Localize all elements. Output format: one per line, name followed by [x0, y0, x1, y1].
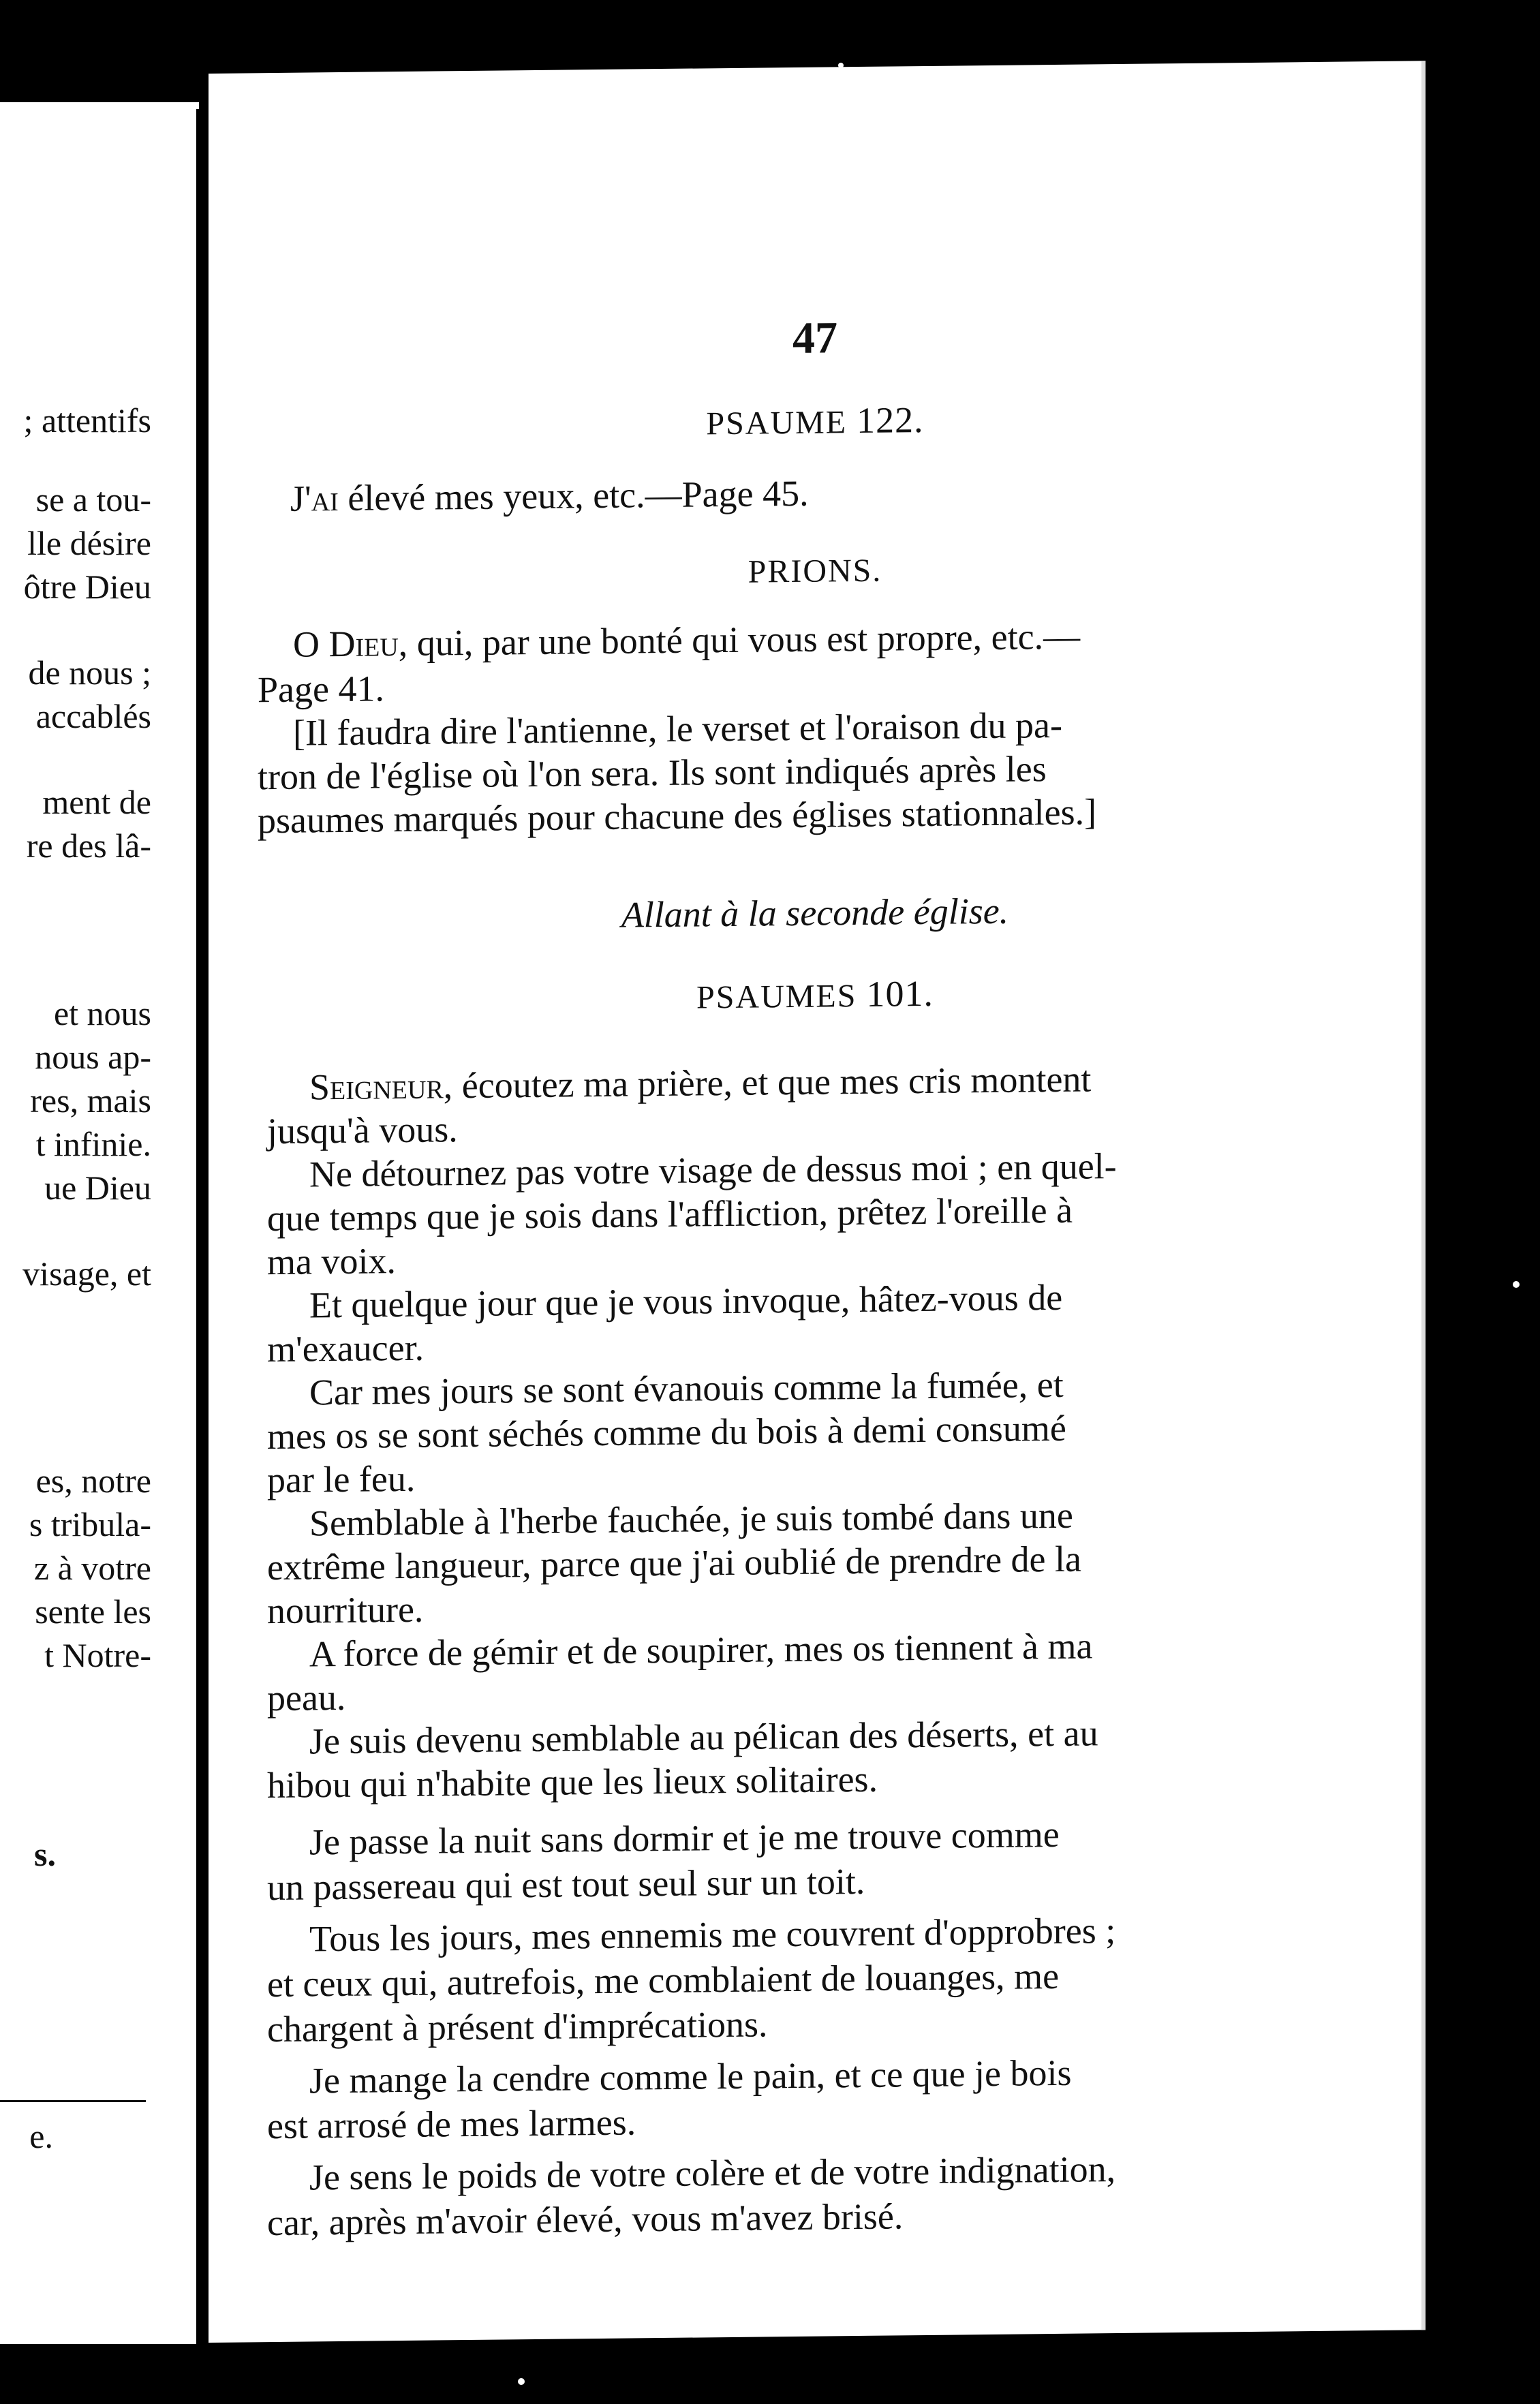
- left-line: accablés: [35, 697, 151, 735]
- psalm-101-line: chargent à présent d'imprécations.: [267, 2003, 768, 2050]
- psalm-101-line: Je passe la nuit sans dormir et je me trouve comme: [309, 1813, 1060, 1863]
- psalm-101-line: Je suis devenu semblable au pélican des déserts, et au: [309, 1712, 1098, 1762]
- psalm-101-line: Je mange la cendre comme le pain, et ce que je bois: [309, 2052, 1072, 2101]
- psalm-101-line: hibou qui n'habite que les lieux solitaires.: [267, 1758, 878, 1806]
- psalm-101-heading: [209, 967, 1421, 1022]
- prions-line: Page 41.: [258, 668, 384, 711]
- left-line: t Notre-: [44, 1636, 151, 1674]
- prions-heading: PRIONS.: [748, 552, 882, 590]
- scan-speck: [518, 2378, 525, 2385]
- psalm-101-line: Et quelque jour que je vous invoque, hâtez-vous de: [309, 1276, 1063, 1326]
- left-line: e.: [29, 2117, 53, 2155]
- left-line: es, notre: [35, 1462, 151, 1500]
- left-line: lle désire: [27, 524, 151, 562]
- heading-word: PSAUMES: [696, 978, 857, 1016]
- psalm-101-line: peau.: [267, 1676, 346, 1719]
- left-line: sente les: [35, 1592, 151, 1631]
- left-line: de nous ;: [28, 653, 151, 692]
- psalm-101-line: que temps que je sois dans l'affliction, prêtez l'oreille à: [267, 1189, 1073, 1239]
- psalm-101-line: jusqu'à vous.: [267, 1109, 458, 1152]
- psalm-122-line: [290, 472, 809, 519]
- psalm-101-line: Ne détournez pas votre visage de dessus moi ; en quel-: [309, 1145, 1117, 1195]
- line-text: élevé mes yeux, etc.—Page 45.: [348, 472, 809, 519]
- scan-speck: [1513, 1281, 1520, 1288]
- left-line: z à votre: [33, 1549, 151, 1587]
- initial-word: Seigneur,: [309, 1065, 453, 1108]
- psalm-101-line: [309, 1058, 1092, 1108]
- psalm-101-line: par le feu.: [267, 1458, 416, 1501]
- left-line: nous ap-: [35, 1038, 151, 1076]
- psalm-101-line: et ceux qui, autrefois, me comblaient de louanges, me: [267, 1955, 1060, 2005]
- psalm-101-line: A force de gémir et de soupirer, mes os tiennent à ma: [309, 1625, 1093, 1675]
- psalm-101-line: Je sens le poids de votre colère et de votre indignation,: [309, 2148, 1116, 2198]
- psalm-101-line: m'exaucer.: [267, 1327, 425, 1370]
- left-line: visage, et: [22, 1254, 151, 1293]
- left-page: [0, 102, 199, 2344]
- left-line: t infinie.: [35, 1125, 151, 1163]
- prions-line: [Il faudra dire l'antienne, le verset et l'oraison du pa-: [293, 704, 1062, 754]
- psalm-122-heading: [209, 393, 1421, 448]
- left-line: ue Dieu: [44, 1169, 151, 1207]
- heading-word: PSAUME: [706, 404, 848, 442]
- psalm-101-line: mes os se sont séchés comme du bois à demi consumé: [267, 1407, 1066, 1458]
- left-line: se a tou-: [35, 480, 151, 519]
- initial-word: J'ai: [290, 478, 339, 519]
- book-spine: [196, 109, 209, 2351]
- left-line: re des lâ-: [26, 827, 151, 865]
- left-rule: [0, 2100, 146, 2102]
- psalm-101-line: ma voix.: [267, 1240, 396, 1283]
- prions-line: tron de l'église où l'on sera. Ils sont indiqués après les: [258, 748, 1047, 798]
- left-line: ôtre Dieu: [23, 568, 151, 606]
- psalm-101-line: nourriture.: [267, 1588, 424, 1632]
- heading-number: 101.: [866, 972, 934, 1015]
- heading-number: 122.: [857, 399, 924, 442]
- left-line: res, mais: [30, 1081, 151, 1120]
- left-line: et nous: [53, 994, 151, 1032]
- psalm-101-line: Car mes jours se sont évanouis comme la fumée, et: [309, 1363, 1064, 1413]
- left-line: ment de: [42, 783, 151, 821]
- right-page: [209, 61, 1426, 2343]
- section-title: Allant à la seconde église.: [621, 890, 1009, 936]
- prions-line: psaumes marqués pour chacune des églises stationnales.]: [258, 791, 1097, 842]
- psalm-101-line: un passereau qui est tout seul sur un toit.: [267, 1860, 865, 1909]
- psalm-101-line: est arrosé de mes larmes.: [267, 2101, 636, 2147]
- initial-word: O Dieu,: [293, 622, 408, 665]
- line-text: écoutez ma prière, et que mes cris montent: [461, 1058, 1092, 1107]
- prions-line: [293, 615, 1081, 665]
- psalm-101-line: Semblable à l'herbe fauchée, je suis tombé dans une: [309, 1494, 1073, 1544]
- left-line: ; attentifs: [23, 401, 151, 440]
- page-number: 47: [792, 313, 837, 364]
- line-text: qui, par une bonté qui vous est propre, etc.—: [416, 615, 1081, 664]
- psalm-101-line: Tous les jours, mes ennemis me couvrent d'opprobres ;: [309, 1910, 1116, 1960]
- psalm-101-line: car, après m'avoir élevé, vous m'avez brisé.: [267, 2195, 904, 2244]
- scan-speck: [838, 63, 844, 68]
- left-line: s tribula-: [29, 1505, 151, 1543]
- left-line: s.: [34, 1835, 56, 1873]
- psalm-101-line: extrême langueur, parce que j'ai oublié de prendre de la: [267, 1538, 1081, 1588]
